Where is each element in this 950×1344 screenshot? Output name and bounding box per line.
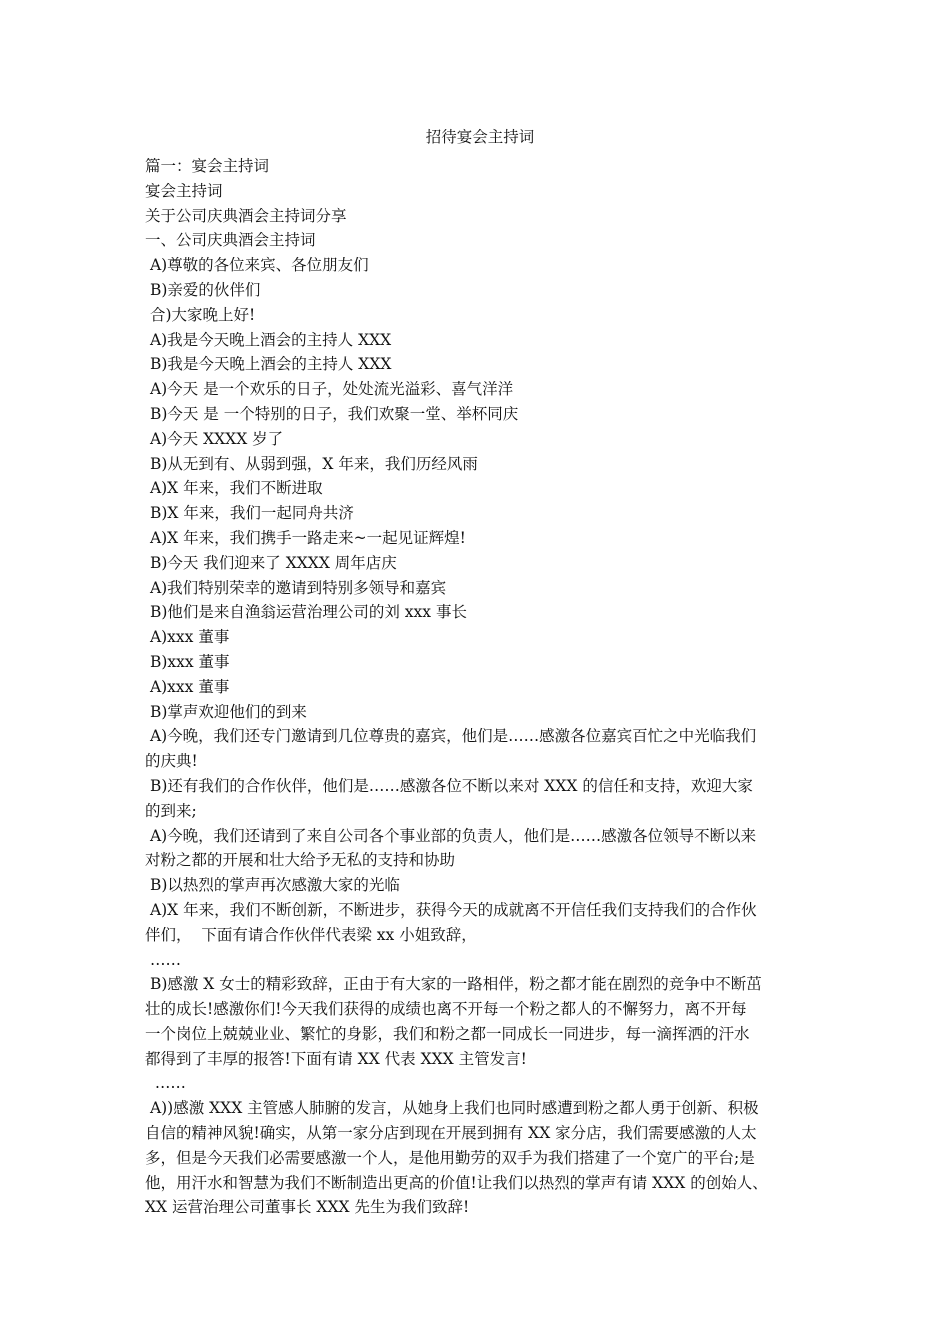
text-line: B)他们是来自渔翁运营治理公司的刘 xxx 事长 <box>145 603 467 622</box>
text-line: XX 运营治理公司董事长 XXX 先生为我们致辞! <box>145 1198 470 1217</box>
text-line: A)今晚，我们还专门邀请到几位尊贵的嘉宾，他们是……感激各位嘉宾百忙之中光临我们 <box>145 727 757 746</box>
text-line: A)xxx 董事 <box>145 628 230 647</box>
text-line: 他，用汗水和智慧为我们不断制造出更高的价值!让我们以热烈的掌声有请 XXX 的创始人、 <box>145 1173 768 1192</box>
document-title: 招待宴会主持词 <box>425 128 535 146</box>
text-line: 篇一：宴会主持词 <box>145 157 270 175</box>
text-line: B)感激 X 女士的精彩致辞，正由于有大家的一路相伴，粉之都才能在剧烈的竞争中不断茁 <box>145 975 762 994</box>
document-page <box>145 126 815 1220</box>
text-line: A)X 年来，我们携手一路走来~一起见证辉煌! <box>145 528 466 547</box>
text-line: A)我是今天晚上酒会的主持人 XXX <box>145 330 392 349</box>
text-line: 自信的精神风貌!确实，从第一家分店到现在开展到拥有 XX 家分店，我们需要感激的人太 <box>145 1124 757 1143</box>
text-line: B)X 年来，我们一起同舟共济 <box>145 504 354 523</box>
text-line: B)亲爱的伙伴们 <box>145 280 261 299</box>
text-line: B)xxx 董事 <box>145 652 230 671</box>
text-line: 的到来; <box>145 801 197 820</box>
text-line: A)我们特别荣幸的邀请到特别多领导和嘉宾 <box>145 578 447 597</box>
text-line: …… <box>145 1074 186 1093</box>
text-line: 对粉之都的开展和壮大给予无私的支持和协助 <box>145 851 456 870</box>
text-line: A)今天 是一个欢乐的日子，处处流光溢彩、喜气洋洋 <box>145 380 514 399</box>
text-line: B)掌声欢迎他们的到来 <box>145 702 307 721</box>
text-line: 的庆典! <box>145 752 198 771</box>
text-line: B)我是今天晚上酒会的主持人 XXX <box>145 355 392 374</box>
text-line: 都得到了丰厚的报答!下面有请 XX 代表 XXX 主管发言! <box>145 1049 527 1068</box>
document-body <box>145 154 815 1220</box>
text-line: B)还有我们的合作伙伴，他们是……感激各位不断以来对 XXX 的信任和支持，欢迎大家 <box>145 776 753 795</box>
text-line: A)xxx 董事 <box>145 677 230 696</box>
text-line: A)尊敬的各位来宾、各位朋友们 <box>145 256 369 275</box>
text-line: 伴们， 下面有请合作伙伴代表梁 xx 小姐致辞， <box>145 925 477 944</box>
text-line: 壮的成长!感激你们!今天我们获得的成绩也离不开每一个粉之都人的不懈努力，离不开每 <box>145 1000 747 1019</box>
text-line: …… <box>145 950 181 969</box>
text-line: A)X 年来，我们不断进取 <box>145 479 323 498</box>
text-line: A))感激 XXX 主管感人肺腑的发言，从她身上我们也同时感遭到粉之都人勇于创新、积极 <box>145 1099 759 1118</box>
text-line: 关于公司庆典酒会主持词分享 <box>145 206 347 225</box>
text-line: B)从无到有、从弱到强，X 年来，我们历经风雨 <box>145 454 478 473</box>
text-line: B)今天 是 一个特别的日子，我们欢聚一堂、举杯同庆 <box>145 404 519 423</box>
text-line: A)今天 XXXX 岁了 <box>145 429 284 448</box>
text-line: B)以热烈的掌声再次感激大家的光临 <box>145 876 400 895</box>
text-line: 宴会主持词 <box>145 181 223 200</box>
text-line: 多，但是今天我们必需要感激一个人，是他用勤劳的双手为我们搭建了一个宽广的平台;是 <box>145 1148 755 1167</box>
text-line: 合)大家晚上好! <box>145 305 256 324</box>
text-line: B)今天 我们迎来了 XXXX 周年店庆 <box>145 553 397 572</box>
text-line: 一个岗位上兢兢业业、繁忙的身影，我们和粉之都一同成长一同进步，每一滴挥洒的汗水 <box>145 1024 750 1043</box>
text-line: A)今晚，我们还请到了来自公司各个事业部的负责人，他们是……感激各位领导不断以来 <box>145 826 757 845</box>
text-line: 一、公司庆典酒会主持词 <box>145 231 316 250</box>
text-line: A)X 年来，我们不断创新，不断进步，获得今天的成就离不开信任我们支持我们的合作伙 <box>145 900 757 919</box>
